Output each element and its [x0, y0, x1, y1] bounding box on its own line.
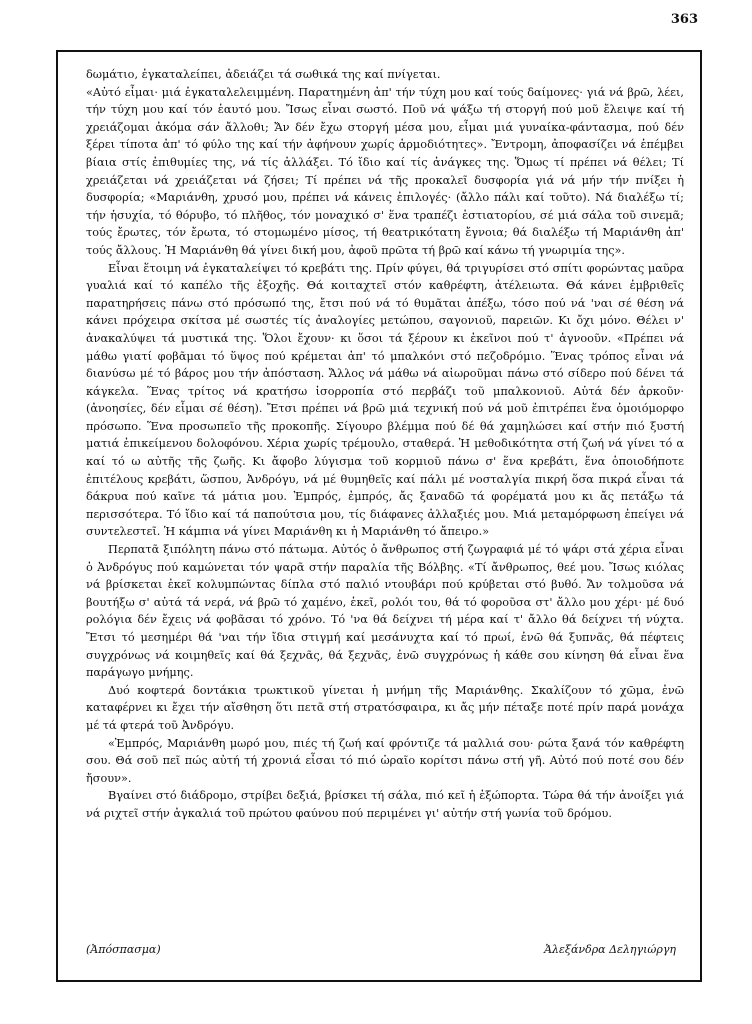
paragraph: «Αὐτό εἶμαι· μιά ἐγκαταλελειμμένη. Παρατημένη ἀπ' τήν τύχη μου καί τούς δαίμονες· γιά νά βρῶ, λέει, τήν τύχη μου καί τόν ἑαυτό μου. Ἴσως εἶναι σωστό. Ποῦ νά ψάξω τή στοργή πού μοῦ ἔλειψε καί τή χρειάζομαι ἀκόμα σάν ἄλλοθι; Ἄν δέν ἔχω στοργή μέσα μου, εἶμαι μιά γυναίκα-φάντασμα, πού δέν ξέρει τίποτα ἀπ' τό φύλο της καί τήν ἀφήνουν χωρίς ἁρμοδιότητες». Ἔντρομη, ἀποφασίζει νά ἐπέμβει βίαια στίς ἐπιθυμίες της, νά τίς ἀλλάξει. Τό ἴδιο καί τίς ἀνάγκες της. Ὅμως τί πρέπει νά θέλει; Τί χρειάζεται νά χρειάζεται νά ζήσει; Τί πρέπει νά τῆς προκαλεῖ δυσφορία γιά νά μήν τήν πνίξει ἡ δυσφορία; «Μαριάνθη, χρυσό μου, πρέπει νά κάνεις ἐπιλογές· (ἄλλο πάλι καί τοῦτο). Νά διαλέξω τί; τήν ἡσυχία, τό θόρυβο, τό πλῆθος, τόν μοναχικό σ' ἕνα τραπέζι ἑστιατορίου, σέ μιά σάλα τοῦ σινεμᾶ; τούς ἔρωτες, τόν ἔρωτα, τό στομωμένο μίσος, τή θεατρικότατη ἔγνοια; θά διαλέξω τή Μαριάνθη ἀπ' τούς ἄλλους. Ἡ Μαριάνθη θά γίνει δική μου, ἀφοῦ πρῶτα τή βρῶ καί κάνω τή γνωριμία της».: [86, 85, 684, 257]
paragraph: Δυό κοφτερά δοντάκια τρωκτικοῦ γίνεται ἡ μνήμη τῆς Μαριάνθης. Σκαλίζουν τό χῶμα, ἐνῶ καταφέρνει κι ἔχει τήν αἴσθηση ὅτι πετᾶ στή στρατόσφαιρα, κι ἄς μήν πέταξε ποτέ πρίν παρά μονάχα μέ τά φτερά τοῦ Ἀνδρόγυ.: [86, 683, 684, 732]
body-text: [86, 66, 684, 823]
paragraph: Βγαίνει στό διάδρομο, στρίβει δεξιά, βρίσκει τή σάλα, πιό κεῖ ἡ ἐξώπορτα. Τώρα θά τήν ἀνοίξει γιά νά ριχτεῖ στήν ἀγκαλιά τοῦ πρώτου φαύνου πού περιμένει γι' αὐτήν στή γωνία τοῦ δρόμου.: [86, 789, 684, 820]
paragraph: Εἶναι ἕτοιμη νά ἐγκαταλείψει τό κρεβάτι της. Πρίν φύγει, θά τριγυρίσει στό σπίτι φορώντας μαῦρα γυαλιά καί τό καπέλο τῆς ἐξοχῆς. Θά κοιταχτεῖ στόν καθρέφτη, ἀτέλειωτα. Θά κάνει ἐμβριθεῖς παρατηρήσεις πάνω στό πρόσωπό της, ἔτσι πού νά τό θυμᾶται ἀπέξω, τόσο πού νά 'ναι σέ θέση νά κάνει πρόχειρα σκίτσα μέ σωστές τίς ἀναλογίες μετώπου, σαγονιοῦ, παρειῶν. Κι ὄχι μόνο. Θέλει ν' ἀνακαλύψει τά μυστικά της. Ὅλοι ἔχουν· κι ὅσοι τά ξέρουν κι ἐκεῖνοι πού τ' ἀγνοοῦν. «Πρέπει νά μάθω γιατί φοβᾶμαι τό ὕψος πού κρέμεται ἀπ' τό μπαλκόνι στό πεζοδρόμιο. Ἕνας τρόπος εἶναι νά διανύσω μέ τό βάρος μου τήν ἀπόσταση. Ἄλλος νά μάθω νά αἰωροῦμαι πάνω στό σίδερο πού δένει τά κάγκελα. Ἕνας τρίτος νά κρατήσω ἰσορροπία στό περβάζι τοῦ μπαλκονιοῦ. Αὐτά δέν ἀρκοῦν· (ἀνοησίες, δέν εἶμαι σέ θέση). Ἔτσι πρέπει νά βρῶ μιά τεχνική πού νά μοῦ ἐπιτρέπει ἕνα ὁμοιόμορφο πρόσωπο. Ἕνα προσωπεῖο τῆς προκοπῆς. Σίγουρο βλέμμα πού δέ θά χαμηλώσει καί στήν πιό ξυστή ματιά ἐπικείμενου δολοφόνου. Χέρια χωρίς τρέμουλο, σταθερά. Ἡ μεθοδικότητα στή ζωή νά γίνει τό α καί τό ω αὐτῆς τῆς ζωῆς. Κι ἄφοβο λύγισμα τοῦ κορμιοῦ πάνω σ' ἕνα κρεβάτι, ἕνα ὁποιοδήποτε ἐπιτέλους κρεβάτι, ὥσπου, Ἀνδρόγυ, νά μέ θυμηθεῖς καί πάλι μέ νοσταλγία πικρή ὅσα πικρά εἶναι τά δάκρυα πού καῖνε τά μάτια μου. Ἐμπρός, ἐμπρός, ἄς ξαναδῶ τά φορέματά μου κι ἄς πετάξω τά περισσότερα. Τό ἴδιο καί τά παπούτσια μου, τίς διάφανες ἀλλαξιές μου. Μιά μεταμόρφωση ἐπείγει νά συντελεστεῖ. Ἡ κάμπια νά γίνει Μαριάνθη κι ἡ Μαριάνθη τό ἄπειρο.»: [86, 261, 684, 539]
paragraph: «Ἐμπρός, Μαριάνθη μωρό μου, πιές τή ζωή καί φρόντιζε τά μαλλιά σου· ρώτα ξανά τόν καθρέφτη σου. Θά σοῦ πεῖ πώς αὐτή τή χρονιά εἶσαι τό πιό ὡραῖο κορίτσι πάνω στή γῆ. Αὐτό πού ποτέ σου δέν ἤσουν».: [86, 736, 684, 785]
author-name: Ἀλεξάνδρα Δεληγιώργη: [544, 943, 676, 956]
paragraph: δωμάτιο, ἐγκαταλείπει, ἀδειάζει τά σωθικά της καί πνίγεται.: [86, 68, 441, 81]
paragraph: Περπατᾶ ξιπόλητη πάνω στό πάτωμα. Αὐτός ὁ ἄνθρωπος στή ζωγραφιά μέ τό ψάρι στά χέρια εἶναι ὁ Ἀνδρόγυς πού καμώνεται τόν ψαρᾶ στήν παραλία τῆς Βόλβης. «Τί ἄνθρωπος, θεέ μου. Ἴσως κιόλας νά βρίσκεται ἐκεῖ κολυμπώντας δίπλα στό παλιό ντουβάρι πού κρύβεται στό βυθό. Ἄν τολμοῦσα νά βουτήξω σ' αὐτά τά νερά, νά βρῶ τό χαμένο, ἐκεῖ, ρολόι του, θά τό φοροῦσα στ' ἄλλο μου χέρι· μέ δυό ρολόγια δέν ἔχεις νά φοβᾶσαι τό χρόνο. Τό 'να θά δείχνει τή μέρα καί τ' ἄλλο θά δείχνει τή νύχτα. Ἔτσι τό μεσημέρι θά 'ναι τήν ἴδια στιγμή καί μεσάνυχτα καί τό πρωί, ἐνῶ θά ξυπνᾶς, θά πέφτεις συγχρόνως νά κοιμηθεῖς καί θά ξεχνᾶς, θά ξεχνᾶς, ἐνῶ συγχρόνως ἡ κάθε σου κίνηση θά εἶναι ἕνα παράγωγο μνήμης.: [86, 543, 684, 680]
source-note: (Ἀπόσπασμα): [86, 943, 161, 956]
page-number: 363: [670, 12, 698, 27]
text-frame: [56, 50, 702, 982]
footer: [86, 943, 676, 956]
